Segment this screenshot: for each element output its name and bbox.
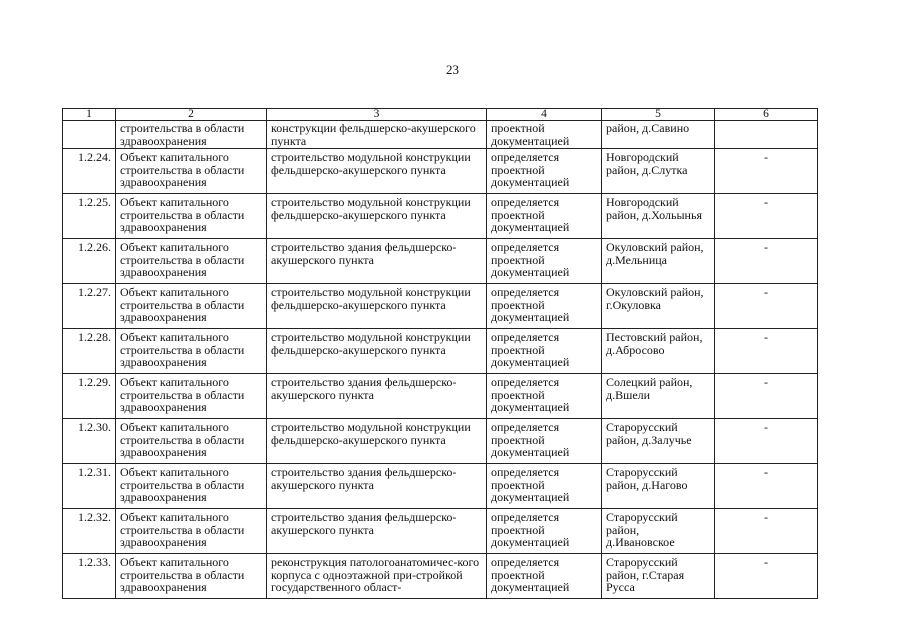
cell-note: - [715, 509, 818, 554]
cell-location: Старорусский район, д.Залучье [602, 419, 715, 464]
cell-cost: определяется проектной документацией [487, 509, 602, 554]
cell-cost: определяется проектной документацией [487, 464, 602, 509]
cell-object: Объект капитального строительства в области здравоохранения [116, 509, 267, 554]
cell-location: Новгородский район, д.Хольынья [602, 194, 715, 239]
header-col-3: 3 [267, 109, 487, 121]
cell-cost: определяется проектной документацией [487, 284, 602, 329]
cell-work: реконструкция патологоанатомичес-кого корпуса с одноэтажной при-стройкой государственного област- [267, 554, 487, 599]
table-row [63, 329, 818, 374]
cell-location: район, д.Савино [602, 121, 715, 149]
cell-num: 1.2.31. [63, 464, 116, 509]
cell-num: 1.2.33. [63, 554, 116, 599]
table-row [63, 374, 818, 419]
cell-num: 1.2.25. [63, 194, 116, 239]
cell-cost: определяется проектной документацией [487, 194, 602, 239]
cell-location: Окуловский район, г.Окуловка [602, 284, 715, 329]
cell-note: - [715, 329, 818, 374]
table-row [63, 509, 818, 554]
table-row [63, 284, 818, 329]
cell-note: - [715, 554, 818, 599]
cell-work: строительство модульной конструкции фельдшерско-акушерского пункта [267, 329, 487, 374]
header-col-1: 1 [63, 109, 116, 121]
cell-note: - [715, 149, 818, 194]
table-row [63, 464, 818, 509]
cell-location: Старорусский район, д.Ивановское [602, 509, 715, 554]
cell-cost: определяется проектной документацией [487, 374, 602, 419]
table-row [63, 239, 818, 284]
cell-location: Пестовский район, д.Абросово [602, 329, 715, 374]
cell-note: - [715, 194, 818, 239]
cell-note: - [715, 419, 818, 464]
cell-num: 1.2.30. [63, 419, 116, 464]
cell-cost: проектной документацией [487, 121, 602, 149]
cell-note: - [715, 464, 818, 509]
table-row [63, 194, 818, 239]
header-col-2: 2 [116, 109, 267, 121]
header-col-6: 6 [715, 109, 818, 121]
cell-note: - [715, 284, 818, 329]
cell-object: Объект капитального строительства в области здравоохранения [116, 464, 267, 509]
table-row [63, 554, 818, 599]
cell-location: Старорусский район, д.Нагово [602, 464, 715, 509]
header-row [63, 109, 818, 121]
cell-object: Объект капитального строительства в области здравоохранения [116, 239, 267, 284]
table-row [63, 149, 818, 194]
cell-cost: определяется проектной документацией [487, 239, 602, 284]
cell-object: строительства в области здравоохранения [116, 121, 267, 149]
cell-note: - [715, 239, 818, 284]
cell-cost: определяется проектной документацией [487, 554, 602, 599]
cell-object: Объект капитального строительства в области здравоохранения [116, 329, 267, 374]
cell-location: Старорусский район, г.Старая Русса [602, 554, 715, 599]
cell-num: 1.2.27. [63, 284, 116, 329]
cell-note [715, 121, 818, 149]
header-col-5: 5 [602, 109, 715, 121]
table-header [63, 109, 818, 121]
cell-location: Новгородский район, д.Слутка [602, 149, 715, 194]
cell-location: Солецкий район, д.Вшели [602, 374, 715, 419]
table-row [63, 419, 818, 464]
table-body [63, 121, 818, 599]
cell-object: Объект капитального строительства в области здравоохранения [116, 374, 267, 419]
table-row-continuation [63, 121, 818, 149]
cell-cost: определяется проектной документацией [487, 149, 602, 194]
cell-work: строительство модульной конструкции фельдшерско-акушерского пункта [267, 284, 487, 329]
cell-cost: определяется проектной документацией [487, 329, 602, 374]
header-col-4: 4 [487, 109, 602, 121]
cell-num: 1.2.29. [63, 374, 116, 419]
cell-object: Объект капитального строительства в области здравоохранения [116, 419, 267, 464]
cell-work: строительство модульной конструкции фельдшерско-акушерского пункта [267, 194, 487, 239]
cell-num [63, 121, 116, 149]
cell-object: Объект капитального строительства в области здравоохранения [116, 194, 267, 239]
cell-work: конструкции фельдшерско-акушерского пункта [267, 121, 487, 149]
cell-work: строительство модульной конструкции фельдшерско-акушерского пункта [267, 419, 487, 464]
cell-object: Объект капитального строительства в области здравоохранения [116, 284, 267, 329]
cell-num: 1.2.24. [63, 149, 116, 194]
cell-note: - [715, 374, 818, 419]
objects-table [62, 108, 818, 599]
cell-object: Объект капитального строительства в области здравоохранения [116, 149, 267, 194]
cell-num: 1.2.32. [63, 509, 116, 554]
cell-work: строительство здания фельдшерско-акушерского пункта [267, 509, 487, 554]
cell-work: строительство модульной конструкции фельдшерско-акушерского пункта [267, 149, 487, 194]
cell-work: строительство здания фельдшерско-акушерского пункта [267, 464, 487, 509]
cell-num: 1.2.26. [63, 239, 116, 284]
cell-location: Окуловский район, д.Мельница [602, 239, 715, 284]
cell-work: строительство здания фельдшерско-акушерского пункта [267, 239, 487, 284]
cell-num: 1.2.28. [63, 329, 116, 374]
cell-work: строительство здания фельдшерско-акушерского пункта [267, 374, 487, 419]
page-number: 23 [446, 62, 459, 77]
cell-cost: определяется проектной документацией [487, 419, 602, 464]
cell-object: Объект капитального строительства в области здравоохранения [116, 554, 267, 599]
